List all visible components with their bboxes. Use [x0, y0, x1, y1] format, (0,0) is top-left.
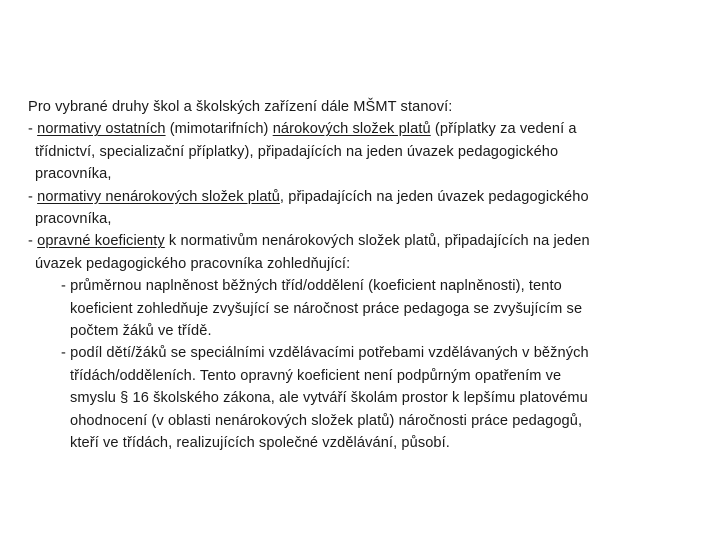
sub-spec-potreby-line-1: - podíl dětí/žáků se speciálními vzdělávacími potřebami vzdělávaných v běžných — [61, 345, 589, 362]
sub-spec-potreby-line-4: ohodnocení (v oblasti nenárokových složek platů) náročnosti práce pedagogů, — [70, 412, 583, 429]
item-ostatni-line-1 — [28, 118, 708, 140]
link-opravne-koeficienty[interactable]: opravné koeficienty — [37, 233, 165, 250]
dash: - — [28, 233, 38, 250]
sub-spec-potreby-line-5: kteří ve třídách, realizujících společné vzdělávání, působí. — [70, 435, 450, 452]
item-koeficienty-line-2: úvazek pedagogického pracovníka zohledňující: — [35, 255, 351, 272]
link-normativy-ostatnich[interactable]: normativy ostatních — [37, 121, 166, 138]
sub-spec-potreby-line-3: smyslu § 16 školského zákona, ale vytváří školám prostor k lepšímu platovému — [70, 390, 588, 407]
item-ostatni-line-2: třídnictví, specializační příplatky), připadajících na jeden úvazek pedagogického — [35, 143, 559, 160]
link-narokovych-slozek-platu[interactable]: nárokových složek platů — [272, 121, 431, 138]
text: k normativům nenárokových složek platů, připadajících na jeden — [164, 233, 590, 250]
item-nenarokove-line-1 — [28, 186, 708, 208]
sub-naplnenost-line-1: - průměrnou naplněnost běžných tříd/oddělení (koeficient naplněnosti), tento — [61, 278, 562, 295]
item-ostatni-line-3: pracovníka, — [35, 166, 112, 183]
text: (mimotarifních) — [165, 121, 273, 138]
dash: - — [28, 121, 38, 138]
sub-spec-potreby-line-2: třídách/odděleních. Tento opravný koeficient není podpůrným opatřením ve — [70, 367, 562, 384]
dash: - — [28, 188, 38, 205]
text: , připadajících na jeden úvazek pedagogického — [279, 188, 589, 205]
item-nenarokove-line-2: pracovníka, — [35, 211, 112, 228]
text: (příplatky za vedení a — [430, 121, 577, 138]
intro-line: Pro vybrané druhy škol a školských zařízení dále MŠMT stanoví: — [28, 99, 453, 115]
item-koeficienty-line-1 — [28, 230, 708, 252]
sub-naplnenost-line-3: počtem žáků ve třídě. — [70, 323, 212, 340]
link-normativy-nenarokovych[interactable]: normativy nenárokových složek platů — [37, 188, 280, 205]
sub-naplnenost-line-2: koeficient zohledňuje zvyšující se náročnost práce pedagoga se zvyšujícím se — [70, 300, 583, 317]
text-block — [28, 96, 708, 455]
